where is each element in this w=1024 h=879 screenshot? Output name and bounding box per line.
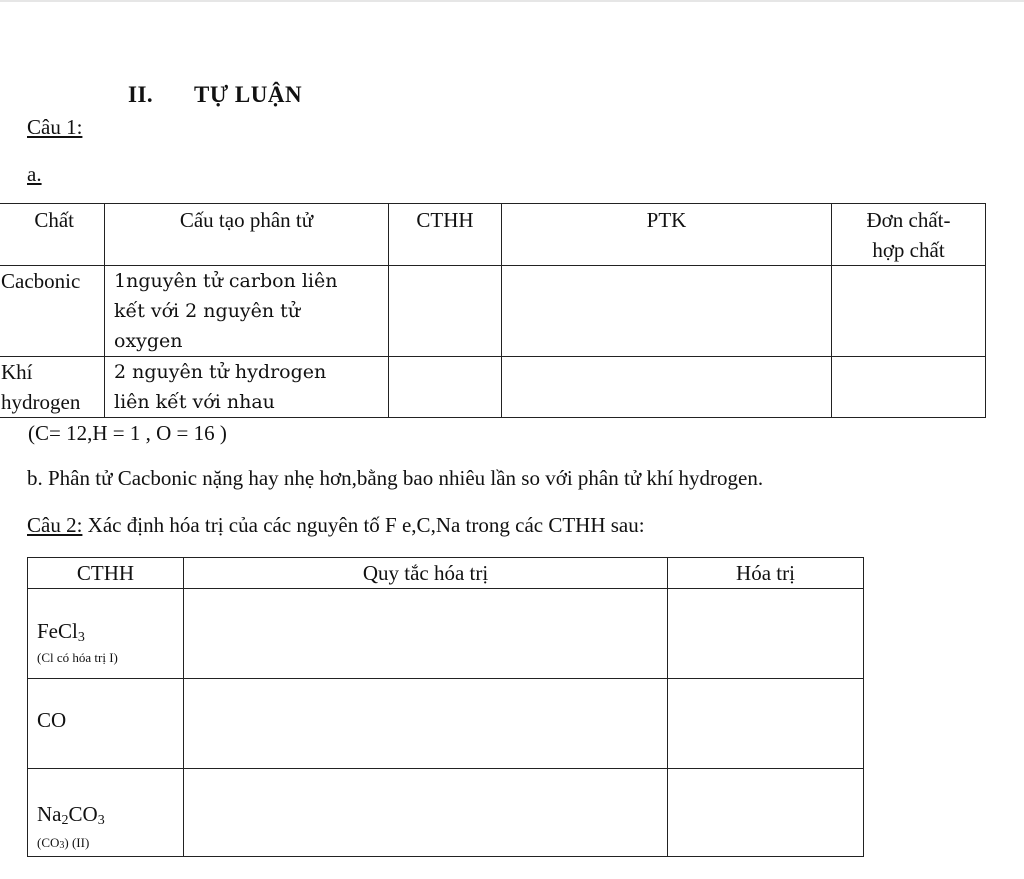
- section-number: II.: [128, 82, 154, 107]
- header-ptk: PTK: [502, 204, 832, 266]
- table-row: [28, 589, 864, 679]
- cell-cthh-hydrogen[interactable]: [389, 357, 502, 418]
- cell-fecl3: [28, 589, 184, 679]
- table-row: [0, 266, 986, 357]
- table-row: [0, 357, 986, 418]
- top-border: [0, 0, 1024, 2]
- cell-quy-tac-co[interactable]: [184, 679, 668, 769]
- cell-co: [28, 679, 184, 769]
- cell-quy-tac-na2co3[interactable]: [184, 769, 668, 857]
- part-a-label: a.: [27, 162, 42, 186]
- cell-na2co3: [28, 769, 184, 857]
- cell-ptk-hydrogen[interactable]: [502, 357, 832, 418]
- cell-hoa-tri-na2co3[interactable]: [668, 769, 864, 857]
- question2-line: [27, 513, 645, 538]
- header-cthh: CTHH: [28, 558, 184, 589]
- formula-fecl3: FeCl$_3$: [37, 619, 85, 645]
- fecl3-note: (Cl có hóa trị I): [37, 650, 118, 665]
- valence-table: [27, 557, 864, 857]
- molecule-table-header: [0, 204, 986, 266]
- formula-na2co3: $Na_2CO_3$: [37, 802, 105, 828]
- question1-label: Câu 1:: [27, 115, 83, 139]
- header-don-chat: Đơn chất- hợp chất: [832, 204, 986, 266]
- cell-quy-tac-fecl3[interactable]: [184, 589, 668, 679]
- formula-co: CO: [37, 708, 67, 732]
- cell-cau-tao-hydrogen: 2 nguyên tử hydrogen liên kết với nhau: [105, 357, 389, 418]
- question2-label: Câu 2:: [27, 513, 83, 537]
- molecule-table: [0, 203, 986, 418]
- header-cthh: CTHH: [389, 204, 502, 266]
- header-quy-tac: Quy tắc hóa trị: [184, 558, 668, 589]
- part-b-question: b. Phân tử Cacbonic nặng hay nhẹ hơn,bằng bao nhiêu lần so với phân tử khí hydrogen.: [27, 466, 764, 490]
- question2-text: Xác định hóa trị của các nguyên tố F e,C,Na trong các CTHH sau:: [82, 513, 645, 537]
- cell-cthh-cacbonic[interactable]: [389, 266, 502, 357]
- cell-don-chat-cacbonic[interactable]: [832, 266, 986, 357]
- cell-don-chat-hydrogen[interactable]: [832, 357, 986, 418]
- cell-hoa-tri-co[interactable]: [668, 679, 864, 769]
- cell-ptk-cacbonic[interactable]: [502, 266, 832, 357]
- section-title: TỰ LUẬN: [194, 82, 303, 107]
- header-cau-tao: Cấu tạo phân tử: [105, 204, 389, 266]
- header-chat: Chất: [0, 204, 105, 266]
- valence-table-header: [28, 558, 864, 589]
- na2co3-note: (CO3) (II): [37, 835, 90, 851]
- section-heading: [128, 82, 302, 108]
- cell-chat-hydrogen: Khí hydrogen: [0, 357, 105, 418]
- table-row: [28, 769, 864, 857]
- cell-hoa-tri-fecl3[interactable]: [668, 589, 864, 679]
- cell-cau-tao-cacbonic: 1nguyên tử carbon liên kết với 2 nguyên tử oxygen: [105, 266, 389, 357]
- table-row: [28, 679, 864, 769]
- atomic-mass-note: (C= 12,H = 1 , O = 16 ): [28, 421, 227, 445]
- header-hoa-tri: Hóa trị: [668, 558, 864, 589]
- cell-chat-cacbonic: Cacbonic: [0, 266, 105, 357]
